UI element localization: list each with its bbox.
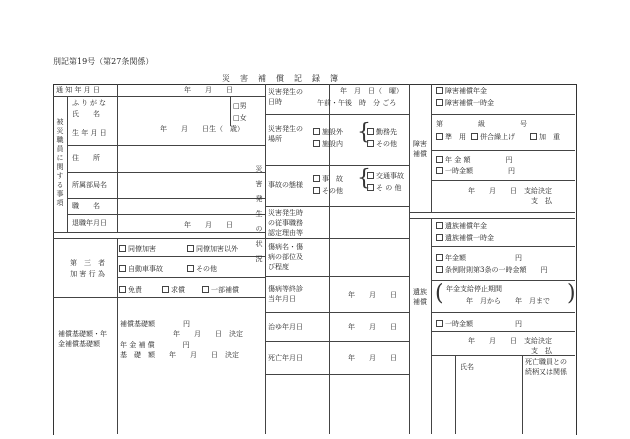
dept-label: 所属部局名 <box>72 181 107 189</box>
mode-sub-traffic[interactable]: 交通事故 <box>367 172 404 180</box>
tp-option-partial[interactable]: 一部補償 <box>202 286 239 294</box>
grade-label[interactable]: 第 級 号 <box>436 120 527 128</box>
dis-lump-amount[interactable]: 一時金額 円 <box>436 167 515 175</box>
furigana-label: ふりがな <box>72 99 108 107</box>
cure-value[interactable]: 年 月 日 <box>348 323 397 331</box>
diag-value[interactable]: 年 月 日 <box>348 291 397 299</box>
base-line1[interactable]: 補償基礎額 円 <box>120 320 190 328</box>
grade-option-combine[interactable]: 併合繰上げ <box>471 133 515 141</box>
place-brace: { <box>357 120 371 145</box>
tp-option-exempt[interactable]: 免責 <box>119 286 142 294</box>
third-party-label: 第 三 者 加 害 行 為 <box>70 259 105 278</box>
mode-sub-other[interactable]: そ の 他 <box>367 184 401 192</box>
dis-decision[interactable]: 年 月 日 支給決定 支 払 <box>468 187 552 205</box>
retire-label: 退職年月日 <box>72 219 107 227</box>
birth-value[interactable]: 年 月 日生（ 歳） <box>160 125 244 133</box>
diag-label: 傷病等終診 当年月日 <box>268 285 303 303</box>
cure-label: 治ゆ年月日 <box>268 323 303 331</box>
retire-value[interactable]: 年 月 日 <box>184 221 233 229</box>
base-line4[interactable]: 基 礎 額 年 月 日 決定 <box>120 351 239 359</box>
notice-date-label: 通 知 年 月 日 <box>56 86 100 94</box>
address-label: 住 所 <box>72 154 100 162</box>
ber-relation-label: 死亡職員との 続柄又は関係 <box>525 358 567 376</box>
ber-suspend-period[interactable]: 年 月から 年 月まで <box>466 297 550 305</box>
form-id: 別記第19号（第27条関係） <box>53 57 154 66</box>
cert-label: 災害発生時 の従事職務 認定理由等 <box>268 209 303 237</box>
dis-annual-amount[interactable]: 年 金 額 円 <box>436 156 512 164</box>
bereaved-heading: 遺族 補償 <box>413 288 427 306</box>
occ-datetime-value1[interactable]: 年 月 日（ 曜） <box>340 87 403 95</box>
dis-option-annuity[interactable]: 障害補償年金 <box>436 87 487 95</box>
ber-suspend-title: 年金支給停止期間 <box>446 285 502 293</box>
mode-brace: { <box>357 166 371 191</box>
ber-lump-amount[interactable]: 一時金額 円 <box>436 320 522 328</box>
ber-decision[interactable]: 年 月 日 支給決定 支 払 <box>468 337 552 355</box>
tp-option-car-accident[interactable]: 自動車事故 <box>119 265 163 273</box>
name-label: 氏 名 <box>72 110 100 118</box>
base-line3[interactable]: 年 金 補 償 円 <box>120 341 190 349</box>
mode-option-other[interactable]: その他 <box>313 187 343 195</box>
sex-female-checkbox[interactable]: □女 <box>233 114 247 122</box>
place-option-outside[interactable]: 施設外 <box>313 128 343 136</box>
base-line2[interactable]: 年 月 日 決定 <box>173 330 243 338</box>
place-label: 災害発生の 場所 <box>268 125 303 143</box>
tp-option-other[interactable]: その他 <box>187 265 217 273</box>
dis-option-lump[interactable]: 障害補償一時金 <box>436 99 494 107</box>
suspend-brace-right: ) <box>567 281 576 306</box>
grade-option-apply[interactable]: 準 用 <box>436 133 466 141</box>
ber-annual-amount[interactable]: 年金額 円 <box>436 254 522 262</box>
tp-option-claim[interactable]: 求償 <box>162 286 185 294</box>
place-sub-other[interactable]: その他 <box>367 140 397 148</box>
death-value[interactable]: 年 月 日 <box>348 354 397 362</box>
grade-option-aggravate[interactable]: 加 重 <box>530 133 560 141</box>
occ-datetime-label: 災害発生の 日時 <box>268 88 303 106</box>
mode-label: 事故の態様 <box>268 181 303 189</box>
disability-heading: 障害 補償 <box>413 140 427 158</box>
mode-option-accident[interactable]: 事 故 <box>313 175 343 183</box>
ber-option-annuity[interactable]: 遺族補償年金 <box>436 222 487 230</box>
notice-date-value[interactable]: 年 月 日 <box>184 86 233 94</box>
base-amount-label: 補償基礎額・年 金補償基礎額 <box>58 330 107 348</box>
tp-option-coworker[interactable]: 同僚加害 <box>119 245 156 253</box>
birth-label: 生 年 月 日 <box>72 129 107 137</box>
tp-option-non-coworker[interactable]: 同僚加害以外 <box>187 245 238 253</box>
injured-staff-heading: 被災職員に関する事項 <box>56 118 64 208</box>
place-option-inside[interactable]: 施設内 <box>313 140 343 148</box>
disaster-status-heading: 災害発生の状況 <box>255 165 263 270</box>
suspend-brace-left: ( <box>435 281 444 306</box>
ber-name-label: 氏名 <box>460 363 474 371</box>
death-label: 死亡年月日 <box>268 354 303 362</box>
page-title: 災 害 補 償 記 録 簿 <box>222 74 339 83</box>
ber-article-amount[interactable]: 条例附則第3条の一時金額 円 <box>436 266 547 274</box>
place-sub-workplace[interactable]: 勤務先 <box>367 128 397 136</box>
sex-male-checkbox[interactable]: □男 <box>233 102 247 110</box>
ber-option-lump[interactable]: 遺族補償一時金 <box>436 234 494 242</box>
injury-label: 傷病名・傷 病の部位及 び程度 <box>268 243 303 271</box>
occ-datetime-value2[interactable]: 午前・午後 時 分 ごろ <box>317 99 397 107</box>
job-label: 職 名 <box>72 202 100 210</box>
